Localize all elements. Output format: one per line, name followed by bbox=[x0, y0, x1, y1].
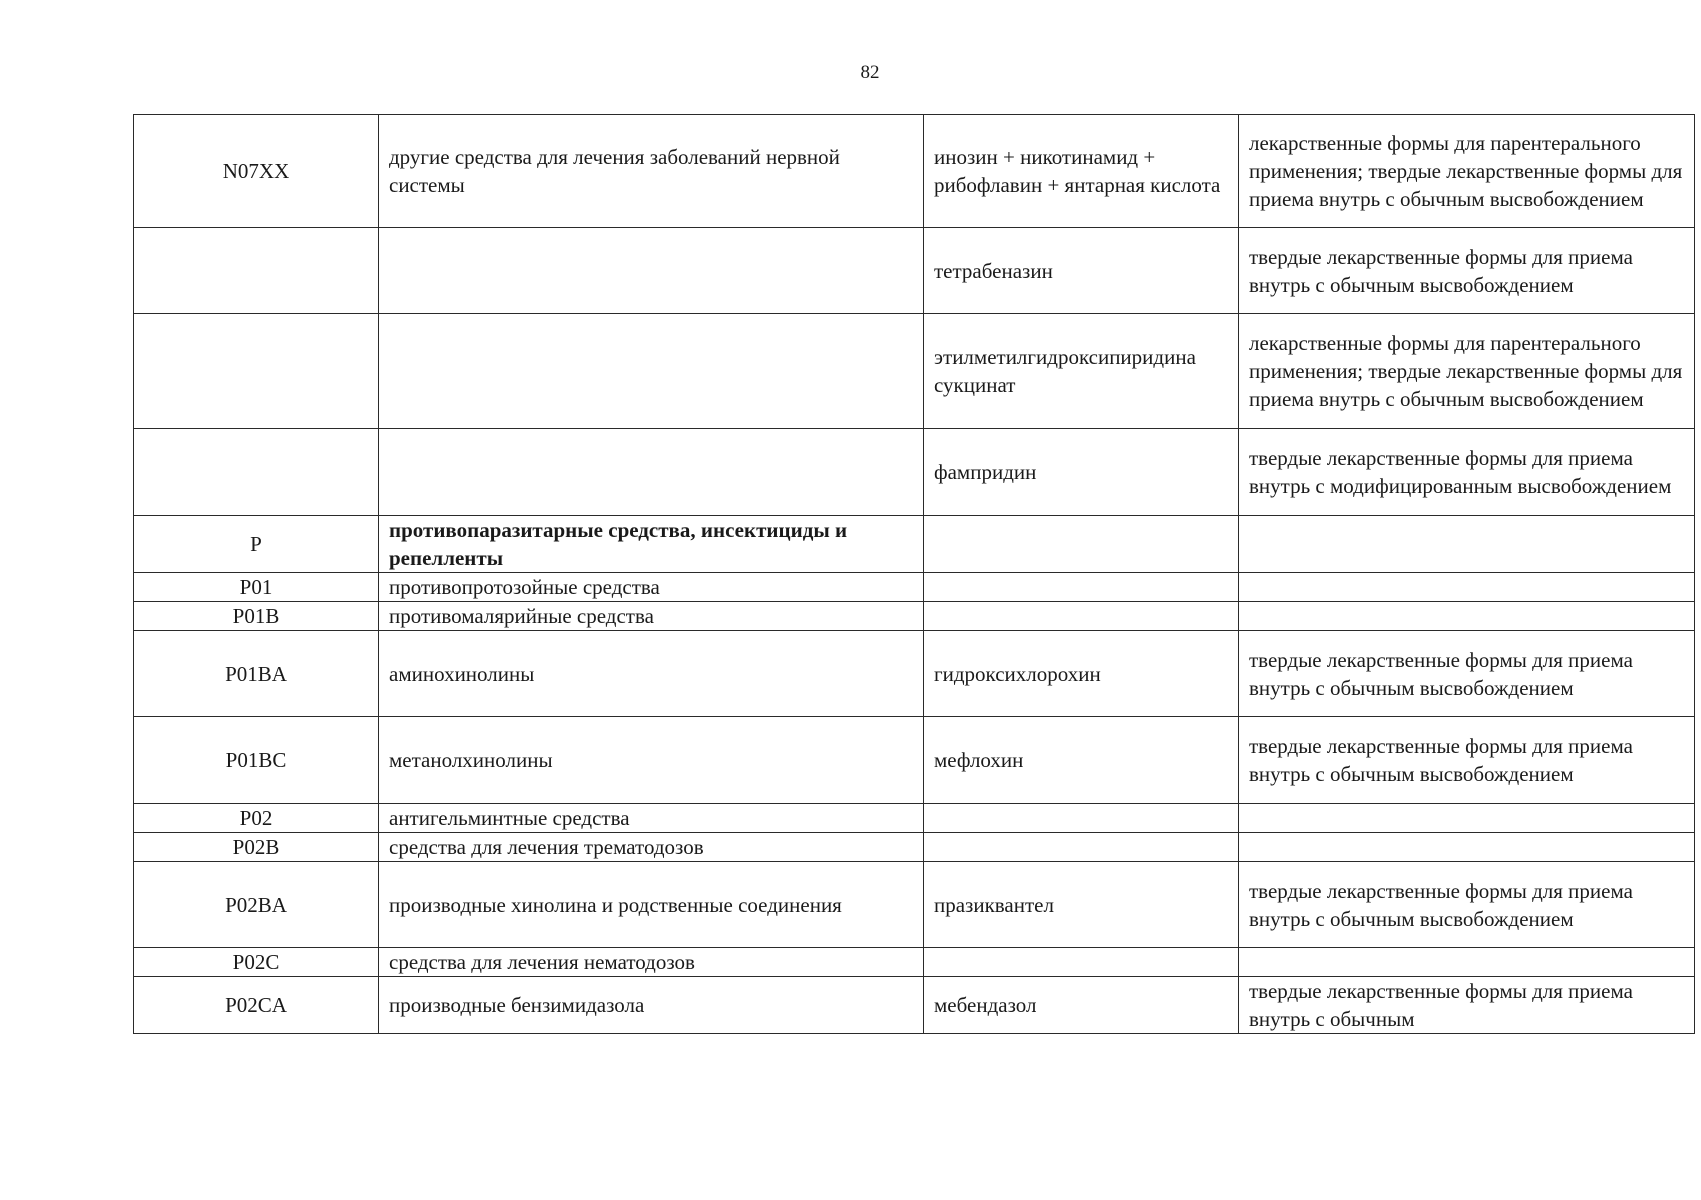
atc-code-cell bbox=[134, 314, 379, 429]
dosage-form-cell: твердые лекарственные формы для приема внутрь с обычным высвобождением bbox=[1239, 862, 1695, 948]
dosage-form-cell: твердые лекарственные формы для приема внутрь с обычным высвобождением bbox=[1239, 717, 1695, 804]
drug-name-cell: празиквантел bbox=[924, 862, 1239, 948]
table-row bbox=[134, 429, 1695, 516]
table-row bbox=[134, 948, 1695, 977]
pharmacological-group-cell bbox=[379, 314, 924, 429]
atc-code-cell: P01BA bbox=[134, 631, 379, 717]
atc-code-cell: N07XX bbox=[134, 115, 379, 228]
pharmacological-group-cell: противопротозойные средства bbox=[379, 573, 924, 602]
pharmacological-group-cell bbox=[379, 429, 924, 516]
drug-name-cell bbox=[924, 804, 1239, 833]
drug-name-cell bbox=[924, 602, 1239, 631]
pharmacological-group-cell: аминохинолины bbox=[379, 631, 924, 717]
table-row bbox=[134, 228, 1695, 314]
drug-name-cell bbox=[924, 948, 1239, 977]
pharmacological-group-cell: другие средства для лечения заболеваний нервной системы bbox=[379, 115, 924, 228]
table-row bbox=[134, 115, 1695, 228]
drug-name-cell bbox=[924, 573, 1239, 602]
pharmacological-group-cell: метанолхинолины bbox=[379, 717, 924, 804]
pharmacological-group-cell: производные бензимидазола bbox=[379, 977, 924, 1034]
table-row bbox=[134, 862, 1695, 948]
atc-code-cell bbox=[134, 429, 379, 516]
atc-code-cell: P bbox=[134, 516, 379, 573]
drug-name-cell bbox=[924, 833, 1239, 862]
dosage-form-cell: твердые лекарственные формы для приема внутрь с обычным bbox=[1239, 977, 1695, 1034]
drug-name-cell: фампридин bbox=[924, 429, 1239, 516]
table-row bbox=[134, 717, 1695, 804]
pharmacological-group-cell bbox=[379, 228, 924, 314]
pharmacological-group-cell: антигельминтные средства bbox=[379, 804, 924, 833]
table-row bbox=[134, 977, 1695, 1034]
atc-code-cell: P02BA bbox=[134, 862, 379, 948]
drug-name-cell: мефлохин bbox=[924, 717, 1239, 804]
table-row bbox=[134, 573, 1695, 602]
pharmacological-group-cell: противопаразитарные средства, инсектициды и репелленты bbox=[379, 516, 924, 573]
dosage-form-cell: твердые лекарственные формы для приема внутрь с обычным высвобождением bbox=[1239, 228, 1695, 314]
atc-code-cell: P01B bbox=[134, 602, 379, 631]
table-row bbox=[134, 516, 1695, 573]
table-row bbox=[134, 631, 1695, 717]
dosage-form-cell bbox=[1239, 516, 1695, 573]
dosage-form-cell: лекарственные формы для парентерального применения; твердые лекарственные формы для приема внутрь с обычным высвобождением bbox=[1239, 115, 1695, 228]
dosage-form-cell: твердые лекарственные формы для приема внутрь с модифицированным высвобождением bbox=[1239, 429, 1695, 516]
drug-name-cell: инозин + никотинамид + рибофлавин + янтарная кислота bbox=[924, 115, 1239, 228]
atc-code-cell: P02 bbox=[134, 804, 379, 833]
table-row bbox=[134, 602, 1695, 631]
dosage-form-cell: твердые лекарственные формы для приема внутрь с обычным высвобождением bbox=[1239, 631, 1695, 717]
dosage-form-cell bbox=[1239, 804, 1695, 833]
dosage-form-cell: лекарственные формы для парентерального применения; твердые лекарственные формы для приема внутрь с обычным высвобождением bbox=[1239, 314, 1695, 429]
dosage-form-cell bbox=[1239, 948, 1695, 977]
pharmacological-group-cell: средства для лечения нематодозов bbox=[379, 948, 924, 977]
atc-code-cell: P02CA bbox=[134, 977, 379, 1034]
drug-name-cell: тетрабеназин bbox=[924, 228, 1239, 314]
drug-name-cell: этилметилгидроксипиридина сукцинат bbox=[924, 314, 1239, 429]
drug-name-cell: мебендазол bbox=[924, 977, 1239, 1034]
table-row bbox=[134, 804, 1695, 833]
table-row bbox=[134, 833, 1695, 862]
pharmacological-group-cell: противомалярийные средства bbox=[379, 602, 924, 631]
atc-code-cell: P01BC bbox=[134, 717, 379, 804]
dosage-form-cell bbox=[1239, 833, 1695, 862]
drug-name-cell: гидроксихлорохин bbox=[924, 631, 1239, 717]
atc-code-cell: P02B bbox=[134, 833, 379, 862]
dosage-form-cell bbox=[1239, 602, 1695, 631]
table-row bbox=[134, 314, 1695, 429]
pharmacological-group-cell: средства для лечения трематодозов bbox=[379, 833, 924, 862]
dosage-form-cell bbox=[1239, 573, 1695, 602]
medication-table-body bbox=[134, 115, 1695, 1034]
atc-code-cell bbox=[134, 228, 379, 314]
atc-code-cell: P02C bbox=[134, 948, 379, 977]
medication-table bbox=[133, 114, 1695, 1034]
pharmacological-group-cell: производные хинолина и родственные соединения bbox=[379, 862, 924, 948]
drug-name-cell bbox=[924, 516, 1239, 573]
page-number: 82 bbox=[860, 62, 880, 83]
atc-code-cell: P01 bbox=[134, 573, 379, 602]
